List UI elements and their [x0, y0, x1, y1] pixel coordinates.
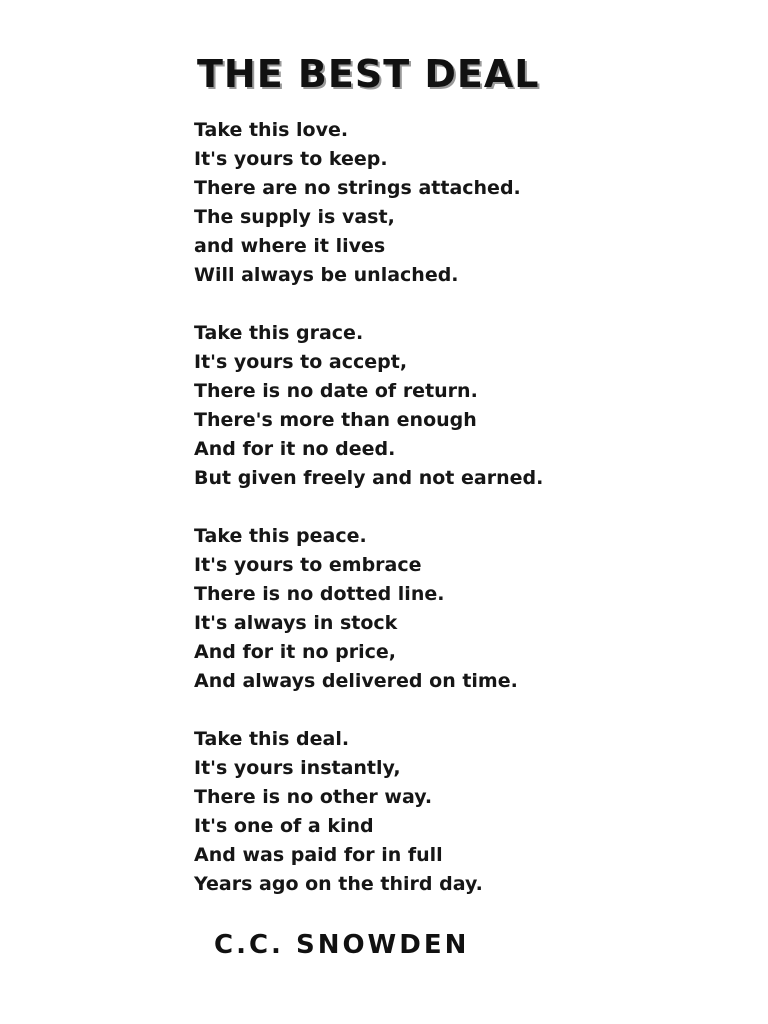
poem-line: and where it lives: [194, 235, 386, 257]
poem-line: And was paid for in full: [194, 844, 443, 866]
poem-line: It's one of a kind: [194, 815, 374, 837]
poem-line: There is no other way.: [194, 786, 433, 808]
poem-line: It's yours instantly,: [194, 757, 401, 779]
poem-line: There are no strings attached.: [194, 177, 521, 199]
poem-title: THE BEST DEAL: [197, 52, 540, 96]
poem-line: And for it no price,: [194, 641, 397, 663]
stanza: [194, 522, 734, 696]
poem-line: There's more than enough: [194, 409, 477, 431]
poem-line: There is no dotted line.: [194, 583, 445, 605]
poem-line: It's yours to embrace: [194, 554, 422, 576]
poem-line: But given freely and not earned.: [194, 467, 544, 489]
poem-line: Take this grace.: [194, 322, 364, 344]
author-name: C.C. SNOWDEN: [214, 930, 470, 960]
poem-line: There is no date of return.: [194, 380, 478, 402]
poem-line: Will always be unlached.: [194, 264, 459, 286]
poem-line: It's yours to keep.: [194, 148, 388, 170]
poem-line: And always delivered on time.: [194, 670, 518, 692]
poem-line: The supply is vast,: [194, 206, 395, 228]
poem-line: It's yours to accept,: [194, 351, 408, 373]
poem-line: Take this deal.: [194, 728, 350, 750]
poem-line: And for it no deed.: [194, 438, 396, 460]
poem-line: It's always in stock: [194, 612, 398, 634]
stanza: [194, 116, 734, 290]
poem-line: Take this love.: [194, 119, 349, 141]
poem-line: Take this peace.: [194, 525, 367, 547]
poem-line: Years ago on the third day.: [194, 873, 483, 895]
stanza: [194, 725, 734, 899]
poem-body: [194, 116, 734, 928]
stanza: [194, 319, 734, 493]
